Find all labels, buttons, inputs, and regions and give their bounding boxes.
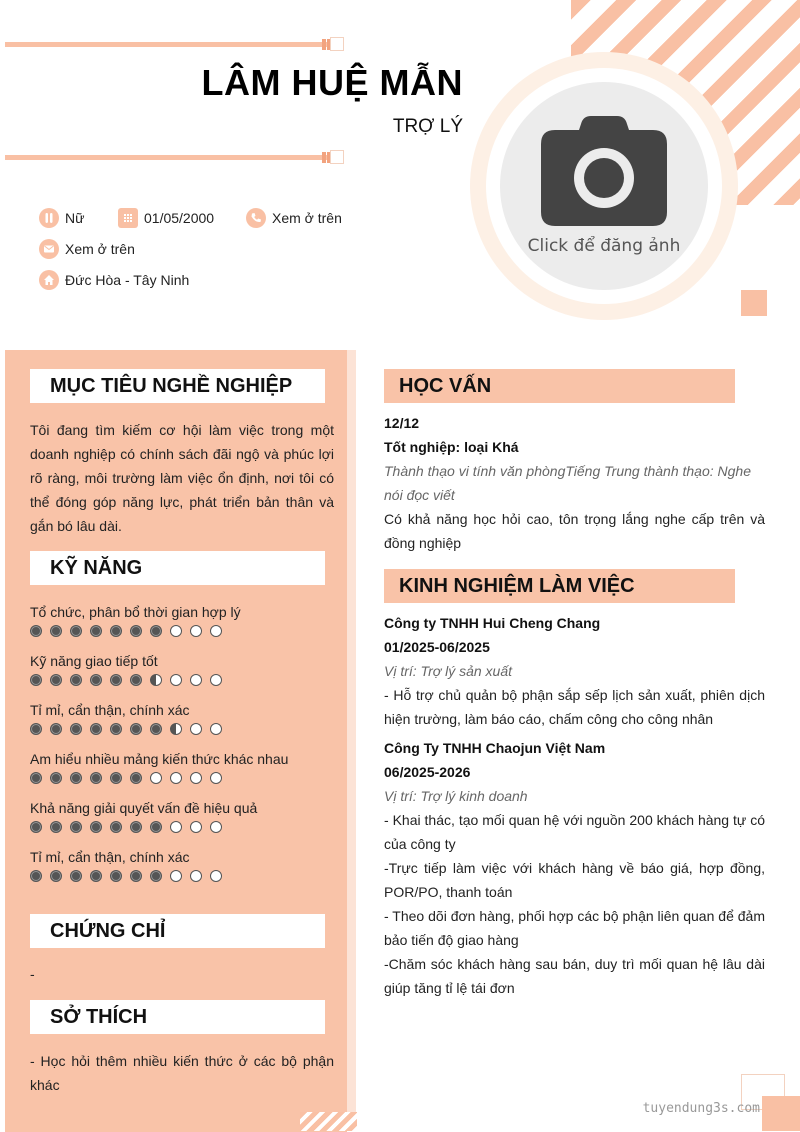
rating-dot [190, 870, 202, 882]
footer-stripes [300, 1112, 357, 1131]
rating-dot [90, 674, 102, 686]
job-title: TRỢ LÝ [392, 116, 463, 137]
certificates-text: - [30, 966, 35, 982]
home-icon [39, 270, 59, 290]
rating-dot [30, 870, 42, 882]
rating-dot [90, 821, 102, 833]
skills-list [30, 602, 334, 882]
watermark: tuyendung3s.com [642, 1101, 760, 1116]
rating-dot [210, 821, 222, 833]
skill-rating [30, 821, 334, 833]
rating-dot [150, 870, 162, 882]
email-icon [39, 239, 59, 259]
hobbies-text: - Học hỏi thêm nhiều kiến thức ở các bộ phận khác [30, 1053, 334, 1093]
header-line-bottom [5, 155, 330, 160]
skill-item [30, 847, 334, 882]
education-note: Thành thạo vi tính văn phòngTiếng Trung thành thạo: Nghe nói đọc viết [384, 463, 751, 503]
photo-upload[interactable] [500, 82, 708, 290]
rating-dot [70, 674, 82, 686]
hobbies-heading: SỞ THÍCH [30, 1000, 325, 1034]
rating-dot [170, 625, 182, 637]
job-company: Công ty TNHH Hui Cheng Chang [384, 615, 601, 631]
header-line-tick [322, 152, 326, 163]
rating-dot [50, 625, 62, 637]
contact-email [39, 239, 135, 259]
photo-upload-label: Click để đăng ảnh [527, 236, 681, 256]
skill-name: Khả năng giải quyết vấn đề hiệu quả [30, 800, 258, 816]
experience-heading: KINH NGHIỆM LÀM VIỆC [384, 569, 735, 603]
job-duty: -Trực tiếp làm việc với khách hàng về báo giá, hợp đồng, POR/PO, thanh toán [384, 860, 765, 900]
phone-value: Xem ở trên [272, 210, 342, 226]
rating-dot [110, 625, 122, 637]
rating-dot [190, 821, 202, 833]
email-value: Xem ở trên [65, 241, 135, 257]
rating-dot [50, 870, 62, 882]
rating-dot [70, 723, 82, 735]
rating-dot [30, 723, 42, 735]
rating-dot [150, 723, 162, 735]
header-line-end [330, 37, 344, 51]
rating-dot [70, 821, 82, 833]
objective-text: Tôi đang tìm kiếm cơ hội làm việc trong một doanh nghiệp có chính sách đãi ngộ và phúc lợi rõ ràng, môi trường làm việc ổn định, nơi tôi có thể đóng góp năng lực, phát triển bản thân và gắn bó lâu dài. [30, 422, 334, 534]
rating-dot [110, 870, 122, 882]
job-entry [384, 736, 765, 1000]
job-position: Vị trí: Trợ lý kinh doanh [384, 788, 528, 804]
rating-dot [190, 674, 202, 686]
rating-dot [190, 772, 202, 784]
rating-dot [50, 772, 62, 784]
rating-dot [210, 723, 222, 735]
rating-dot [30, 625, 42, 637]
rating-dot [130, 723, 142, 735]
left-column-edge [347, 350, 356, 1131]
rating-dot [90, 772, 102, 784]
rating-dot [150, 674, 162, 686]
education-desc: Có khả năng học hỏi cao, tôn trọng lắng nghe cấp trên và đồng nghiệp [384, 511, 765, 551]
gender-icon [39, 208, 59, 228]
rating-dot [130, 772, 142, 784]
skill-rating [30, 870, 334, 882]
rating-dot [110, 821, 122, 833]
rating-dot [130, 674, 142, 686]
skill-item [30, 602, 334, 637]
rating-dot [130, 870, 142, 882]
skill-item [30, 798, 334, 833]
birthday-value: 01/05/2000 [144, 210, 215, 226]
rating-dot [130, 821, 142, 833]
skill-rating [30, 723, 334, 735]
rating-dot [30, 821, 42, 833]
rating-dot [90, 870, 102, 882]
contact-birthday [118, 208, 214, 228]
skill-item [30, 700, 334, 735]
education-section [384, 411, 765, 555]
job-duty: - Khai thác, tạo mối quan hệ với nguồn 200 khách hàng tự có của công ty [384, 812, 765, 852]
skill-name: Tỉ mỉ, cẩn thận, chính xác [30, 702, 190, 718]
rating-dot [170, 870, 182, 882]
deco-square [741, 290, 767, 316]
skill-item [30, 651, 334, 686]
job-period: 06/2025-2026 [384, 764, 471, 780]
rating-dot [110, 674, 122, 686]
rating-dot [130, 625, 142, 637]
skill-item [30, 749, 334, 784]
candidate-name: LÂM HUỆ MẪN [201, 62, 463, 103]
skill-rating [30, 625, 334, 637]
rating-dot [110, 772, 122, 784]
rating-dot [30, 772, 42, 784]
skill-name: Kỹ năng giao tiếp tốt [30, 653, 158, 669]
rating-dot [210, 772, 222, 784]
rating-dot [170, 821, 182, 833]
certificates-heading: CHỨNG CHỈ [30, 914, 325, 948]
skill-name: Tỉ mỉ, cẩn thận, chính xác [30, 849, 190, 865]
rating-dot [170, 723, 182, 735]
header-line-end [330, 150, 344, 164]
education-level: 12/12 [384, 415, 420, 431]
rating-dot [150, 625, 162, 637]
camera-icon [541, 116, 667, 226]
rating-dot [70, 772, 82, 784]
job-period: 01/2025-06/2025 [384, 639, 490, 655]
contact-address [39, 270, 189, 290]
deco-square [762, 1096, 800, 1131]
job-duty: -Chăm sóc khách hàng sau bán, duy trì mối quan hệ lâu dài giúp tăng tỉ lệ tái đơn [384, 956, 765, 996]
rating-dot [210, 674, 222, 686]
rating-dot [170, 674, 182, 686]
contact-phone [246, 208, 342, 228]
job-position: Vị trí: Trợ lý sản xuất [384, 663, 513, 679]
job-duty: - Theo dõi đơn hàng, phối hợp các bộ phận liên quan để đảm bảo tiến độ giao hàng [384, 908, 765, 948]
gender-value: Nữ [65, 210, 85, 226]
address-value: Đức Hòa - Tây Ninh [65, 272, 190, 288]
rating-dot [190, 625, 202, 637]
skill-name: Tổ chức, phân bổ thời gian hợp lý [30, 604, 241, 620]
rating-dot [150, 821, 162, 833]
experience-section [384, 611, 765, 1000]
job-entry [384, 611, 765, 731]
calendar-icon [118, 208, 138, 228]
phone-icon [246, 208, 266, 228]
education-heading: HỌC VẤN [384, 369, 735, 403]
rating-dot [190, 723, 202, 735]
rating-dot [210, 625, 222, 637]
rating-dot [110, 723, 122, 735]
header-line-top [5, 42, 330, 47]
education-result: Tốt nghiệp: loại Khá [384, 439, 519, 455]
rating-dot [90, 625, 102, 637]
rating-dot [50, 821, 62, 833]
skill-rating [30, 674, 334, 686]
rating-dot [170, 772, 182, 784]
skill-name: Am hiểu nhiều mảng kiến thức khác nhau [30, 751, 289, 767]
objective-heading: MỤC TIÊU NGHỀ NGHIỆP [30, 369, 325, 403]
job-company: Công Ty TNHH Chaojun Việt Nam [384, 740, 606, 756]
rating-dot [70, 870, 82, 882]
rating-dot [90, 723, 102, 735]
contact-gender [39, 208, 84, 228]
job-duty: - Hỗ trợ chủ quản bộ phận sắp sếp lịch sản xuất, phiên dịch hiện trường, làm báo cáo, chấm công cho công nhân [384, 687, 765, 727]
header-line-tick [322, 39, 326, 50]
skill-rating [30, 772, 334, 784]
rating-dot [50, 723, 62, 735]
rating-dot [50, 674, 62, 686]
rating-dot [70, 625, 82, 637]
rating-dot [30, 674, 42, 686]
rating-dot [150, 772, 162, 784]
rating-dot [210, 870, 222, 882]
skills-heading: KỸ NĂNG [30, 551, 325, 585]
